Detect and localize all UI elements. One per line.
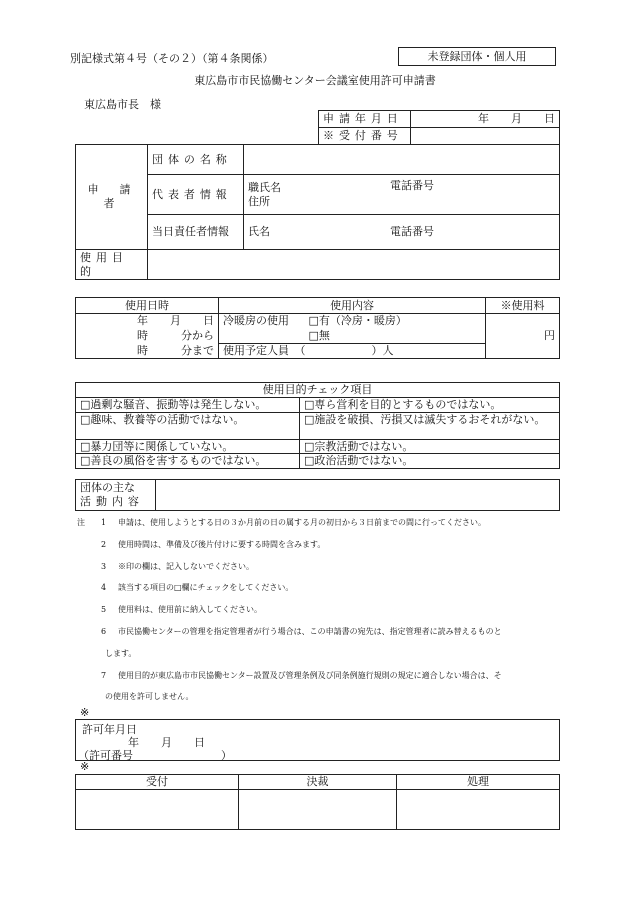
- receipt-header: 受付: [76, 775, 239, 790]
- rep-phone-label: 電話番号: [390, 179, 434, 192]
- note-text-5: 使用料は、使用前に納入してください。: [118, 605, 262, 614]
- activity-table: [75, 479, 560, 511]
- note-num-3: 3: [101, 562, 107, 571]
- fee-field: 円: [486, 314, 560, 359]
- application-info-table: [318, 110, 560, 145]
- activity-field[interactable]: [156, 480, 560, 511]
- check-item-damage[interactable]: □施設を破損、汚損又は滅失するおそれがない。: [300, 412, 560, 439]
- approval-header: 決裁: [239, 775, 397, 790]
- activity-label: 団体の主な 活動内容: [76, 480, 156, 511]
- group-name-label: 団体の名称: [148, 145, 244, 175]
- representative-field[interactable]: [244, 175, 560, 215]
- note-text-1: 申請は、使用しようとする日の３か月前の日の属する月の初日から３日前までの間に行ってください。: [118, 518, 486, 527]
- usage-table: [75, 297, 560, 359]
- permit-date-label: 許可年月日: [82, 723, 137, 736]
- purpose-field[interactable]: [148, 250, 560, 280]
- note-text-7b: の使用を許可しません。: [105, 692, 194, 701]
- category-box: 未登録団体・個人用: [398, 47, 556, 66]
- responsible-field[interactable]: [244, 215, 560, 250]
- permit-box: [75, 719, 560, 761]
- check-item-profit[interactable]: □専ら営利を目的とするものではない。: [300, 397, 560, 412]
- note-num-2: 2: [101, 540, 107, 549]
- note-num-1: 1: [101, 518, 107, 527]
- content-header: 使用内容: [219, 298, 486, 314]
- permit-number-field[interactable]: （許可番号 ）: [78, 749, 232, 762]
- resp-phone-label: 電話番号: [390, 225, 434, 238]
- group-name-field[interactable]: [244, 145, 560, 175]
- fee-header: ※使用料: [486, 298, 560, 314]
- checklist-title: 使用目的チェック項目: [76, 383, 560, 398]
- note-num-4: 4: [101, 583, 107, 592]
- receipt-number-field: [411, 128, 560, 145]
- note-text-4: 該当する項目の□欄にチェックをしてください。: [118, 583, 294, 592]
- receipt-cell: [76, 789, 239, 829]
- approval-cell: [239, 789, 397, 829]
- applicant-section-label: 申 請 者: [76, 145, 148, 250]
- ac-yes-checkbox[interactable]: □有（冷房・暖房）: [305, 314, 486, 329]
- application-date-label: 申請年月日: [319, 111, 411, 128]
- page-title: 東広島市市民協働センター会議室使用許可申請書: [194, 74, 436, 87]
- check-item-politics[interactable]: □政治活動ではない。: [300, 454, 560, 469]
- office-table: [75, 774, 560, 830]
- note-num-7: 7: [101, 671, 107, 680]
- note-num-6: 6: [101, 627, 107, 636]
- application-date-field[interactable]: 年 月 日: [411, 111, 560, 128]
- check-item-noise[interactable]: □過剰な騒音、振動等は発生しない。: [76, 397, 300, 412]
- people-field[interactable]: 使用予定人員 （ ）人: [219, 344, 486, 359]
- receipt-number-label: ※受付番号: [319, 128, 411, 145]
- usage-to-field[interactable]: 時 分まで: [76, 344, 219, 359]
- applicant-table: [75, 144, 560, 280]
- usage-date-field[interactable]: 年 月 日: [76, 314, 219, 329]
- purpose-label: 使用目的: [76, 250, 148, 280]
- checklist-table: [75, 382, 560, 469]
- ac-label: 冷暖房の使用: [219, 314, 305, 329]
- check-item-gang[interactable]: □暴力団等に関係していない。: [76, 439, 300, 454]
- representative-label: 代表者情報: [148, 175, 244, 215]
- note-text-7: 使用目的が東広島市市民協働センター設置及び管理条例及び同条例施行規則の規定に適合しない場合は、そ: [118, 671, 502, 680]
- check-item-religion[interactable]: □宗教活動ではない。: [300, 439, 560, 454]
- note-text-3: ※印の欄は、記入しないでください。: [118, 562, 254, 571]
- note-num-5: 5: [101, 605, 107, 614]
- responsible-label: 当日責任者情報: [148, 215, 244, 250]
- note-text-6: 市民協働センターの管理を指定管理者が行う場合は、この申請書の宛先は、指定管理者に読み替えるものと: [118, 627, 502, 636]
- addressee: 東広島市長 様: [84, 98, 161, 111]
- notes-prefix: 注: [77, 518, 85, 527]
- processing-cell: [397, 789, 560, 829]
- datetime-header: 使用日時: [76, 298, 219, 314]
- processing-header: 処理: [397, 775, 560, 790]
- note-text-2: 使用時間は、準備及び後片付けに要する時間を含みます。: [118, 540, 326, 549]
- rep-name-label: 職氏名: [248, 180, 281, 194]
- permit-mark: ※: [80, 706, 90, 719]
- form-number: 別記様式第４号（その２）（第４条関係）: [70, 52, 274, 65]
- office-mark: ※: [80, 760, 90, 773]
- ac-no-checkbox[interactable]: □無: [305, 329, 486, 344]
- note-text-6b: します。: [105, 649, 137, 658]
- permit-date-field[interactable]: 年 月 日: [128, 736, 205, 749]
- check-item-hobby[interactable]: □趣味、教養等の活動ではない。: [76, 412, 300, 439]
- usage-from-field[interactable]: 時 分から: [76, 329, 219, 344]
- check-item-morals[interactable]: □善良の風俗を害するものではない。: [76, 454, 300, 469]
- resp-name-label: 氏名: [248, 225, 270, 239]
- rep-address-label: 住所: [248, 194, 270, 208]
